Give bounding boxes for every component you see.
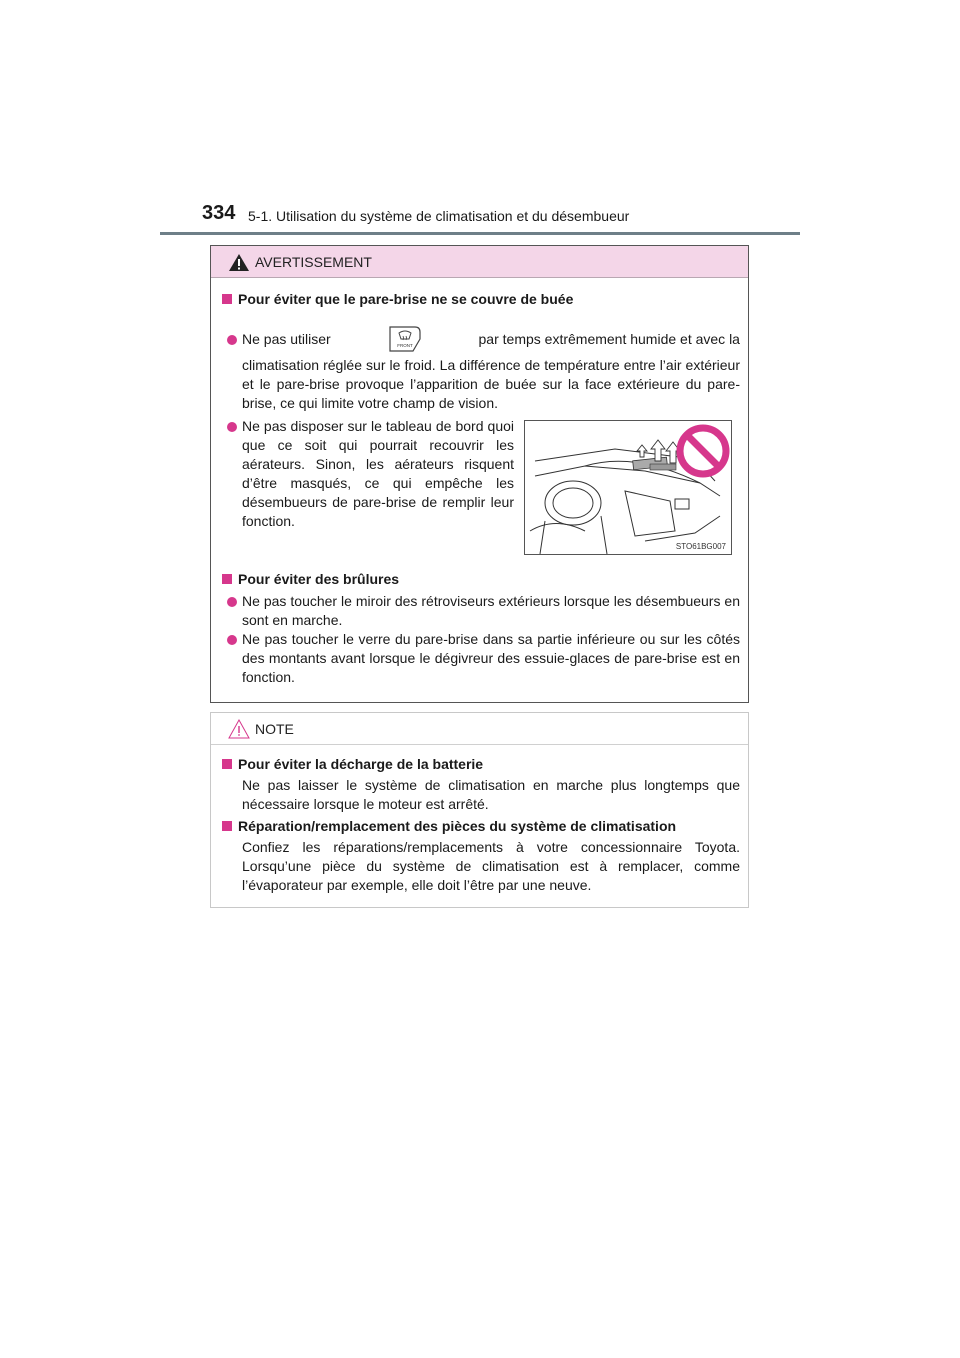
round-bullet-icon (227, 335, 237, 345)
section-title: 5-1. Utilisation du système de climatisation et du désembueur (248, 208, 630, 224)
warning-item-mirror: Ne pas toucher le miroir des rétroviseurs extérieurs lorsque les désembueurs en sont en marche. (242, 593, 740, 628)
warning-item-dashboard: Ne pas disposer sur le tableau de bord quoi que ce soit qui pourrait recouvrir les aérateurs. Sinon, les aérateurs risquent d’être masqués, ce qui empêche les désembueurs de pare-brise de remplir leur fonction. (242, 418, 514, 529)
warning-item-windshield: Ne pas toucher le verre du pare-brise dans sa partie inférieure ou sur les côtés des montants avant lorsque le dégivreur des essuie-glaces de pare-brise est en fonction. (242, 631, 740, 685)
note-heading-repair: Réparation/remplacement des pièces du système de climatisation (222, 818, 676, 834)
warning-item-front-line: Ne pas utiliser FRONT par temps extrêmement humide et avec la (242, 324, 740, 354)
note-label: NOTE (255, 721, 294, 737)
note-text-battery: Ne pas laisser le système de climatisation en marche plus longtemps que nécessaire lorsque le moteur est arrêté. (242, 777, 740, 812)
warning-item-front-text: climatisation réglée sur le froid. La différence de température entre l’air extérieur et le pare-brise provoque l’apparition de buée sur la face extérieure du pare-brise, ce qui limite votre champ de vision. (242, 357, 740, 411)
header-rule (160, 232, 800, 235)
front-icon-label: FRONT (396, 343, 413, 348)
square-bullet-icon (222, 574, 232, 584)
page-header (160, 202, 800, 236)
front-defroster-button-icon (387, 325, 423, 353)
dashboard-illustration (524, 420, 732, 555)
note-text-repair: Confiez les réparations/remplacements à votre concessionnaire Toyota. Lorsqu’une pièce du système de climatisation est à remplacer, comme l’évaporateur par exemple, elle doit l’être par une neuve. (242, 839, 740, 893)
round-bullet-icon (227, 422, 237, 432)
note-box (210, 712, 749, 908)
note-heading-battery: Pour éviter la décharge de la batterie (222, 756, 483, 772)
square-bullet-icon (222, 821, 232, 831)
round-bullet-icon (227, 635, 237, 645)
square-bullet-icon (222, 294, 232, 304)
warning-triangle-icon (228, 253, 250, 272)
caution-triangle-icon (228, 719, 250, 739)
warning-box (210, 245, 749, 703)
note-header (211, 713, 748, 745)
warning-heading-fog: Pour éviter que le pare-brise ne se couvre de buée (222, 291, 573, 307)
warning-label: AVERTISSEMENT (255, 254, 372, 270)
dashboard-drawing (525, 421, 731, 554)
page-number: 334 (202, 202, 236, 224)
square-bullet-icon (222, 759, 232, 769)
warning-heading-burns: Pour éviter des brûlures (222, 571, 399, 587)
warning-header (211, 246, 748, 278)
round-bullet-icon (227, 597, 237, 607)
figure-code: STO61BG007 (675, 542, 726, 551)
